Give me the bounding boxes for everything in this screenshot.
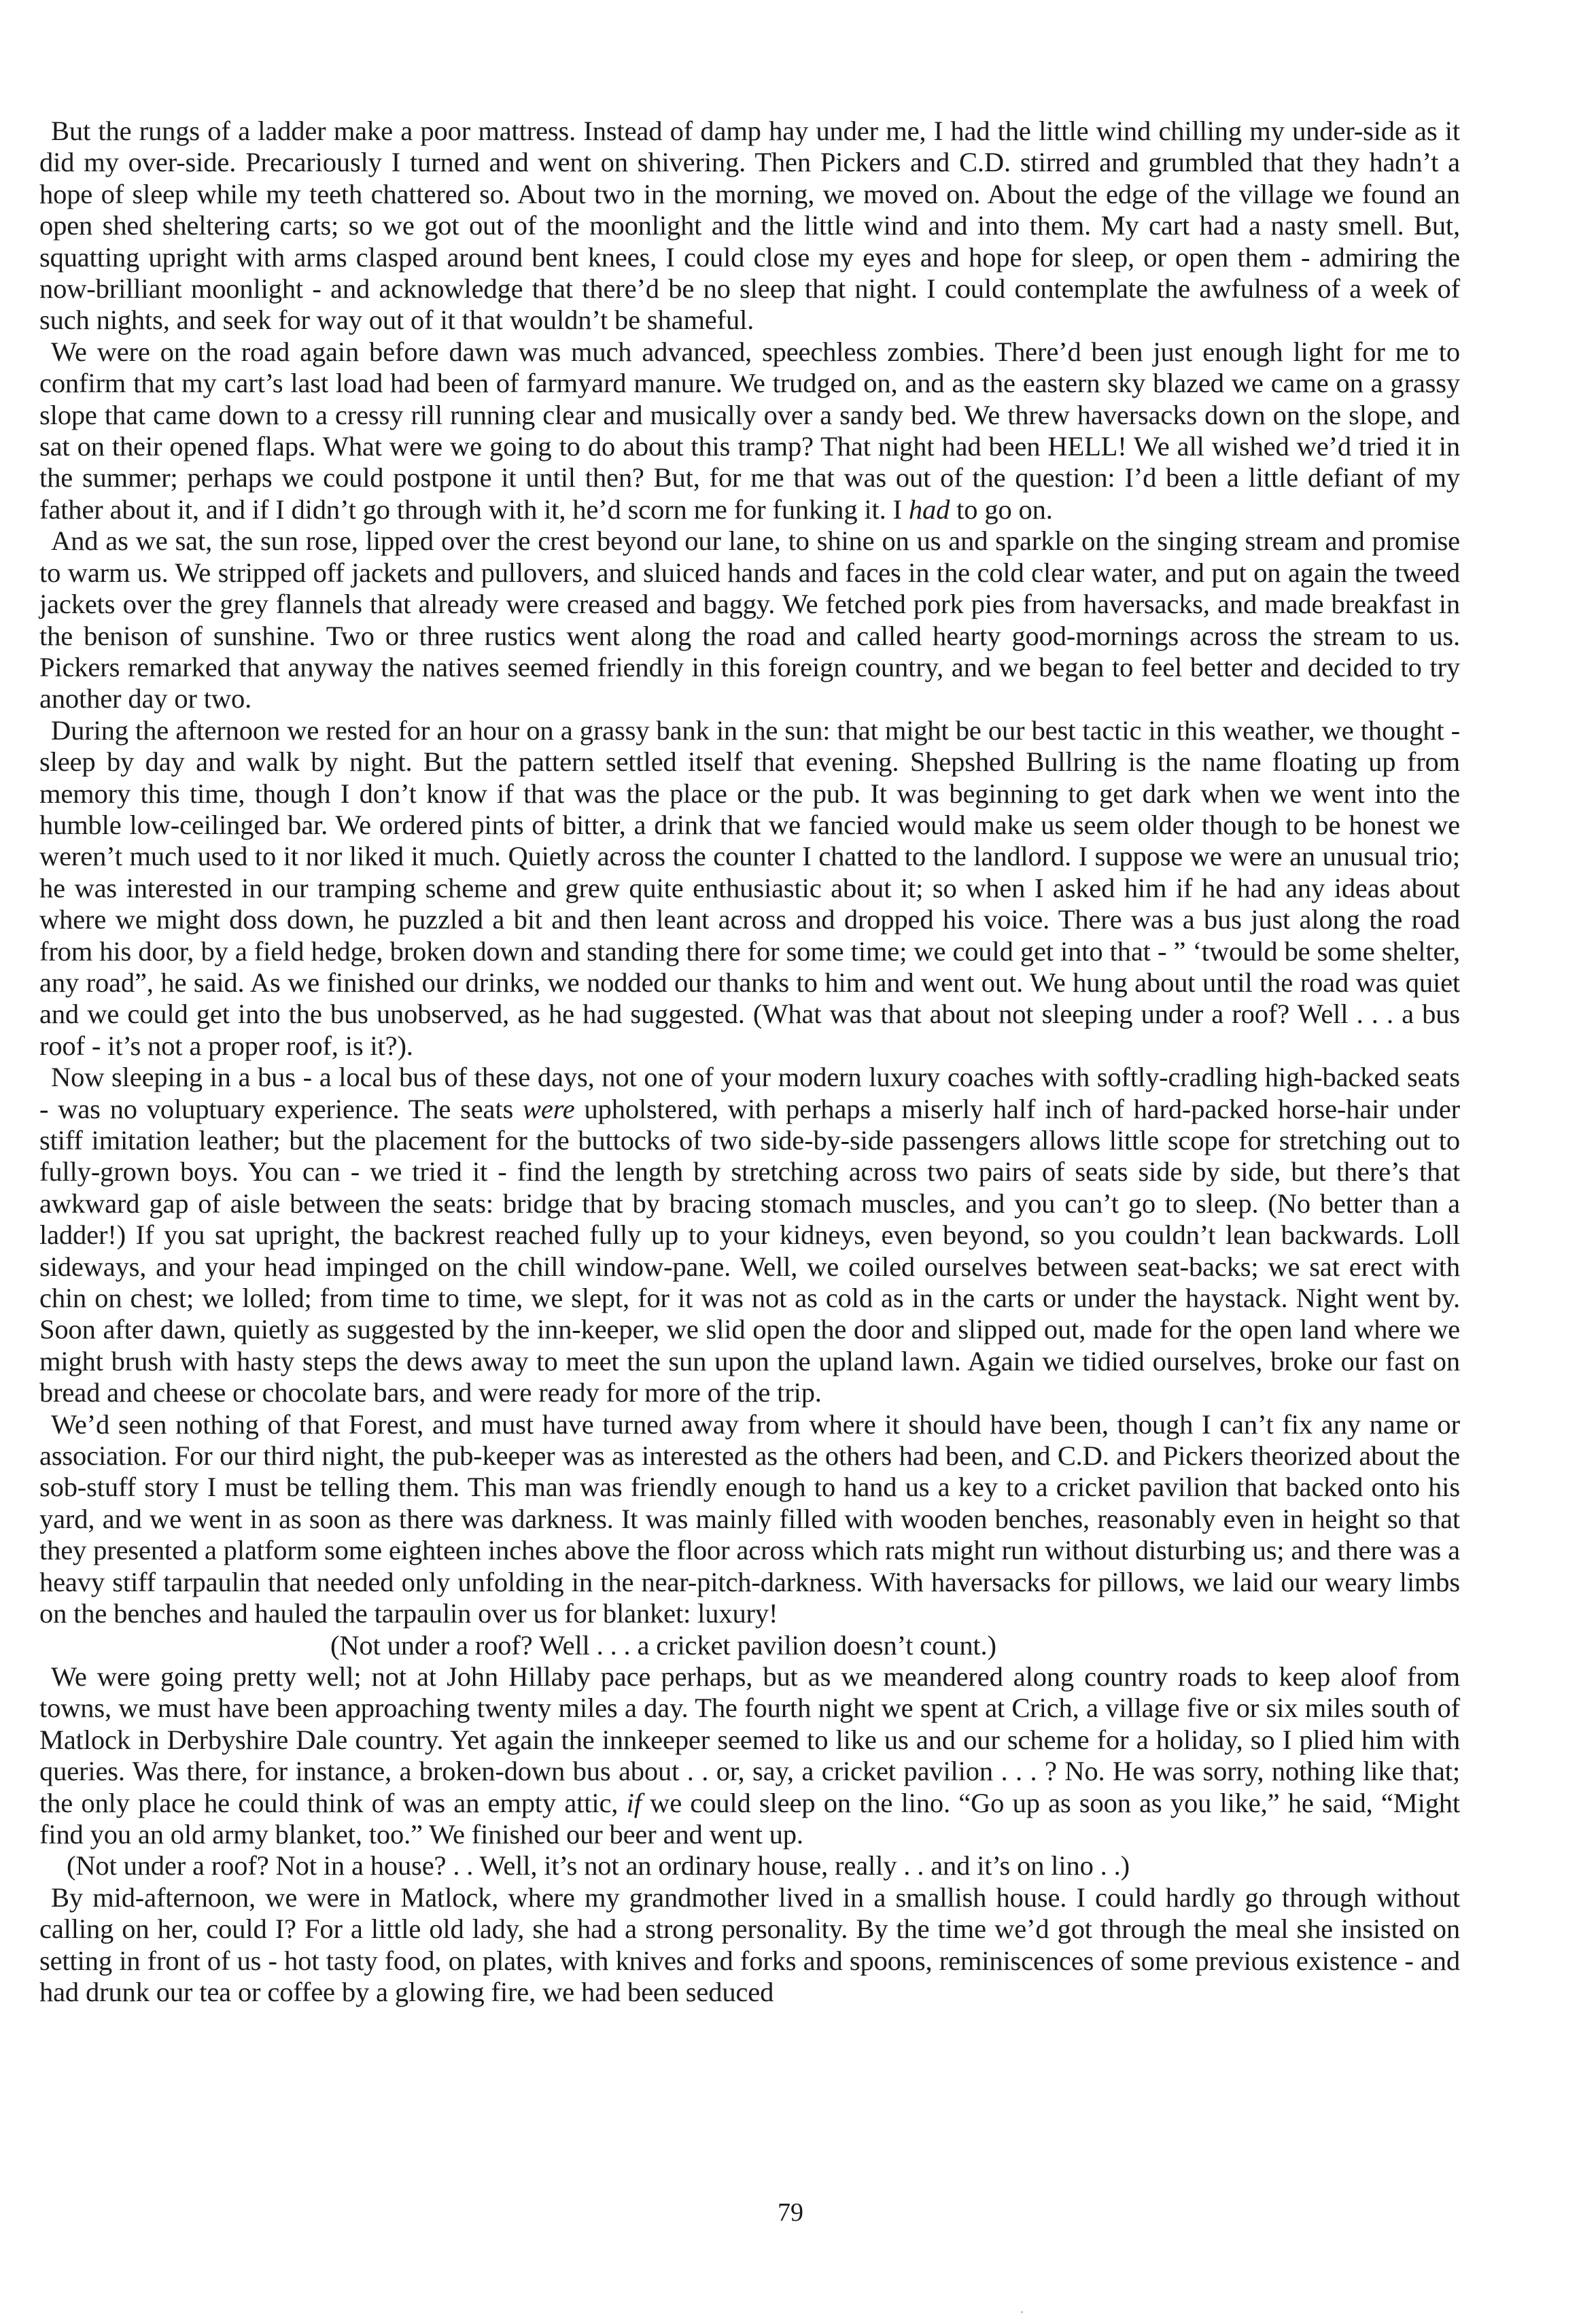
aside-text: (Not under a roof? Well . . . a cricket pavilion doesn’t count.): [330, 1629, 996, 1661]
paragraph-7: [39, 1661, 1460, 1850]
aside-text: (Not under a roof? Not in a house? . . Well, it’s not an ordinary house, really . . and it’s on lino . .): [67, 1850, 1130, 1881]
emphasis-were: were: [523, 1093, 575, 1124]
paragraph-8: [39, 1882, 1460, 2009]
paragraph-text: upholstered, with perhaps a miserly half inch of hard-packed horse-hair under stiff imitation leather; but the placement for the buttocks of two side-by-side passengers allows little scope for stretching out to fully-grown boys. You can - we tried it - find the length by stretching across two pairs of seats side by side, but there’s that awkward gap of aisle between the seats: bridge that by bracing stomach muscles, and you can’t go to sleep. (No better than a ladder!) If you sat upright, the backrest reached fully up to your kidneys, even beyond, so you couldn’t lean backwards. Loll sideways, and your head impinged on the chill window-pane. Well, we coiled ourselves between seat-backs; we sat erect with chin on chest; we lolled; from time to time, we slept, for it was not as cold as in the carts or under the haystack. Night went by. Soon after dawn, quietly as suggested by the inn-keeper, we slid open the door and slipped out, made for the open land where we might brush with hasty steps the dews away to meet the sun upon the upland lawn. Again we tidied ourselves, broke our fast on bread and cheese or chocolate bars, and were ready for more of the trip.: [39, 1093, 1460, 1408]
paragraph-text: we could sleep on the lino. “Go up as soon as you like,” he said, “Might find you an old army blanket, too.” We finished our beer and went up.: [39, 1787, 1460, 1850]
paragraph-4: [39, 715, 1460, 1062]
scan-speck: [1021, 2311, 1023, 2313]
emphasis-if: if: [626, 1787, 642, 1818]
paragraph-5: [39, 1062, 1460, 1408]
paragraph-text: to go on.: [950, 493, 1053, 525]
paragraph-text: Now sleeping in a bus - a local bus of these days, not one of your modern luxury coaches with softly-cradling high-backed seats - was no voluptuary experience. The seats: [39, 1062, 1460, 1124]
paragraph-text: But the rungs of a ladder make a poor mattress. Instead of damp hay under me, I had the little wind chilling my under-side as it did my over-side. Precariously I turned and went on shivering. Then Pickers and C.D. stirred and grumbled that they hadn’t a hope of sleep while my teeth chattered so. About two in the morning, we moved on. About the edge of the village we found an open shed sheltering carts; so we got out of the moonlight and the little wind and into them. My cart had a nasty smell. But, squatting upright with arms clasped around bent knees, I could close my eyes and hope for sleep, or open them - admiring the now-brilliant moonlight - and acknowledge that there’d be no sleep that night. I could contemplate the awfulness of a week of such nights, and seek for way out of it that wouldn’t be shameful.: [39, 116, 1460, 336]
paragraph-text: We were going pretty well; not at John Hillaby pace perhaps, but as we meandered along country roads to keep aloof from towns, we must have been approaching twenty miles a day. The fourth night we spent at Crich, a village five or six miles south of Matlock in Derbyshire Dale country. Yet again the innkeeper seemed to like us and our scheme for a holiday, so I plied him with queries. Was there, for instance, a broken-down bus about . . or, say, a cricket pavilion . . . ? No. He was sorry, nothing like that; the only place he could think of was an empty attic,: [39, 1661, 1460, 1818]
paragraph-6: [39, 1409, 1460, 1630]
aside-attic: [39, 1850, 1460, 1881]
paragraph-text: By mid-afternoon, we were in Matlock, where my grandmother lived in a smallish house. I could hardly go through without calling on her, could I? For a little old lady, she had a strong personality. By the time we’d got through the meal she insisted on setting in front of us - hot tasty food, on plates, with knives and forks and spoons, reminiscences of some previous existence - and had drunk our tea or coffee by a glowing fire, we had been seduced: [39, 1881, 1460, 2007]
page-body: [39, 116, 1460, 2008]
aside-cricket-pavilion: [39, 1630, 1460, 1661]
paragraph-text: We were on the road again before dawn was much advanced, speechless zombies. There’d been just enough light for me to confirm that my cart’s last load had been of farmyard manure. We trudged on, and as the eastern sky blazed we came on a grassy slope that came down to a cressy rill running clear and musically over a sandy bed. We threw haversacks down on the slope, and sat on their opened flaps. What were we going to do about this tramp? That night had been HELL! We all wished we’d tried it in the summer; perhaps we could postpone it until then? But, for me that was out of the question: I’d been a little defiant of my father about it, and if I didn’t go through with it, he’d scorn me for funking it. I: [39, 336, 1460, 525]
paragraph-text: And as we sat, the sun rose, lipped over the crest beyond our lane, to shine on us and sparkle on the singing stream and promise to warm us. We stripped off jackets and pullovers, and sluiced hands and faces in the cold clear water, and put on again the tweed jackets over the grey flannels that already were creased and baggy. We fetched pork pies from haversacks, and made breakfast in the benison of sunshine. Two or three rustics went along the road and called hearty good-mornings across the stream to us. Pickers remarked that anyway the natives seemed friendly in this foreign country, and we began to feel better and decided to try another day or two.: [39, 525, 1460, 714]
paragraph-2: [39, 336, 1460, 525]
emphasis-had: had: [908, 493, 950, 525]
page-number: 79: [778, 2198, 803, 2227]
paragraph-text: During the afternoon we rested for an hour on a grassy bank in the sun: that might be our best tactic in this weather, we thought - sleep by day and walk by night. But the pattern settled itself that evening. Shepshed Bullring is the name floating up from memory this time, though I don’t know if that was the place or the pub. It was beginning to get dark when we went into the humble low-ceilinged bar. We ordered pints of bitter, a drink that we fancied would make us seem older though to be honest we weren’t much used to it nor liked it much. Quietly across the counter I chatted to the landlord. I suppose we were an unusual trio; he was interested in our tramping scheme and grew quite enthusiastic about it; so when I asked him if he had any ideas about where we might doss down, he puzzled a bit and then leant across and dropped his voice. There was a bus just along the road from his door, by a field hedge, broken down and standing there for some time; we could get into that - ” ‘twould be some shelter, any road”, he said. As we finished our drinks, we nodded our thanks to him and went out. We hung about until the road was quiet and we could get into the bus unobserved, as he had suggested. (What was that about not sleeping under a roof? Well . . . a bus roof - it’s not a proper roof, is it?).: [39, 714, 1460, 1061]
paragraph-3: [39, 525, 1460, 714]
paragraph-1: [39, 116, 1460, 336]
paragraph-text: We’d seen nothing of that Forest, and must have turned away from where it should have been, though I can’t fix any name or association. For our third night, the pub-keeper was as interested as the others had been, and C.D. and Pickers theorized about the sob-stuff story I must be telling them. This man was friendly enough to hand us a key to a cricket pavilion that backed onto his yard, and we went in as soon as there was darkness. It was mainly filled with wooden benches, reasonably even in height so that they presented a platform some eighteen inches above the floor across which rats might run without disturbing us; and there was a heavy stiff tarpaulin that needed only unfolding in the near-pitch-darkness. With haversacks for pillows, we laid our weary limbs on the benches and hauled the tarpaulin over us for blanket: luxury!: [39, 1408, 1460, 1629]
